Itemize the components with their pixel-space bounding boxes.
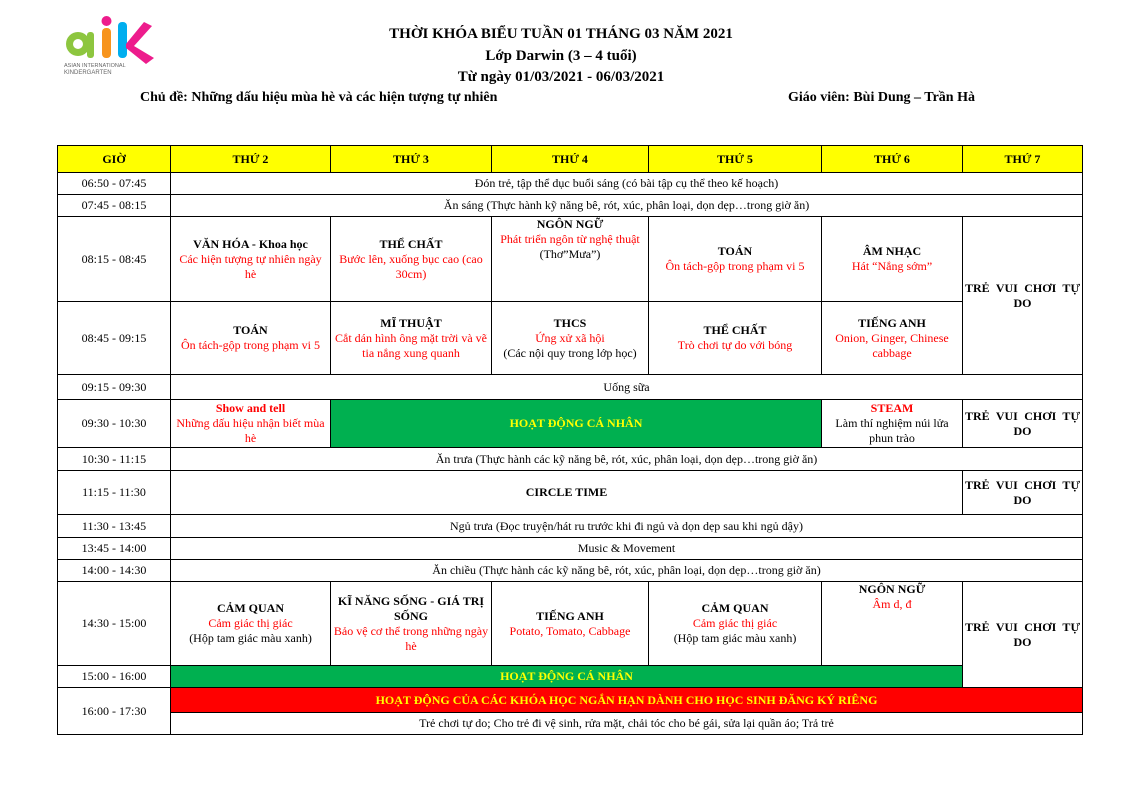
subject-detail: Onion, Ginger, Chinese cabbage [835, 330, 949, 360]
time-cell: 13:45 - 14:00 [58, 538, 171, 560]
subject-detail: Cắt dán hình ông mặt trời và vẽ tia nắng xung quanh [335, 330, 487, 360]
table-row [58, 173, 1083, 195]
table-row [58, 448, 1083, 471]
class-name: Lớp Darwin (3 – 4 tuổi) [485, 48, 637, 64]
activity-cell [822, 582, 963, 666]
col-header-sat: THỨ 7 [963, 146, 1083, 173]
subject-detail: Bảo vệ cơ thể trong những ngày hè [333, 623, 489, 653]
free-play-cell: TRẺ VUI CHƠI TỰ DO [963, 582, 1083, 688]
table-row [58, 538, 1083, 560]
activity-cell [492, 302, 649, 375]
subject-title: VĂN HÓA - Khoa học [193, 236, 308, 251]
activity-cell: Ăn trưa (Thực hành các kỹ năng bê, rót, xúc, phân loại, dọn dẹp…trong giờ ăn) [171, 448, 1083, 471]
subject-title: NGÔN NGỮ [536, 217, 604, 231]
activity-cell: Ngủ trưa (Đọc truyện/hát ru trước khi đi ngủ và dọn dẹp sau khi ngủ dậy) [171, 515, 1083, 538]
subject-title: ÂM NHẠC [862, 244, 922, 258]
table-row [58, 375, 1083, 400]
time-cell: 08:45 - 09:15 [58, 302, 171, 375]
activity-cell: Ăn sáng (Thực hành kỹ năng bê, rót, xúc, phân loại, dọn dẹp…trong giờ ăn) [171, 195, 1083, 217]
activity-cell: Đón trẻ, tập thể dục buổi sáng (có bài tập cụ thể theo kế hoạch) [171, 173, 1083, 195]
subject-note: (Hộp tam giác màu xanh) [673, 631, 797, 645]
time-cell: 15:00 - 16:00 [58, 666, 171, 688]
free-play-cell: TRẺ VUI CHƠI TỰ DO [963, 400, 1083, 448]
schedule-title: THỜI KHÓA BIỂU TUẦN 01 THÁNG 03 NĂM 2021 [389, 26, 733, 42]
activity-cell [171, 582, 331, 666]
col-header-thu: THỨ 5 [649, 146, 822, 173]
activity-cell: Trẻ chơi tự do; Cho trẻ đi vệ sinh, rửa mặt, chải tóc cho bé gái, sửa lại quần áo; Trả trẻ [171, 713, 1083, 735]
col-header-fri: THỨ 6 [822, 146, 963, 173]
free-play-cell: TRẺ VUI CHƠI TỰ DO [963, 471, 1083, 515]
subject-title: MĨ THUẬT [380, 315, 442, 330]
header-row [58, 146, 1083, 173]
table-row [58, 688, 1083, 713]
time-cell: 09:15 - 09:30 [58, 375, 171, 400]
short-course-banner: HOẠT ĐỘNG CỦA CÁC KHÓA HỌC NGẮN HẠN DÀNH CHO HỌC SINH ĐĂNG KÝ RIÊNG [171, 688, 1083, 713]
subject-detail: Trò chơi tự do với bóng [677, 338, 793, 352]
subject-note: (Hộp tam giác màu xanh) [189, 631, 312, 645]
subject-detail: Ôn tách-gộp trong phạm vi 5 [181, 338, 320, 352]
subject-title: STEAM [870, 401, 914, 415]
subject-title: NGÔN NGỮ [858, 582, 926, 596]
table-row [58, 302, 1083, 375]
activity-cell: Music & Movement [171, 538, 1083, 560]
time-cell: 09:30 - 10:30 [58, 400, 171, 448]
activity-cell [171, 302, 331, 375]
activity-cell [649, 217, 822, 302]
subject-note: (Thơ”Mưa”) [539, 247, 601, 261]
col-header-mon: THỨ 2 [171, 146, 331, 173]
time-cell: 06:50 - 07:45 [58, 173, 171, 195]
subject-title: CẢM QUAN [701, 601, 769, 615]
subject-title: Show and tell [215, 401, 286, 415]
table-row [58, 666, 1083, 688]
activity-cell [822, 217, 963, 302]
subject-title: THỂ CHẤT [379, 236, 443, 251]
activity-cell [171, 217, 331, 302]
time-cell: 10:30 - 11:15 [58, 448, 171, 471]
table-row [58, 560, 1083, 582]
activity-cell [649, 582, 822, 666]
col-header-wed: THỨ 4 [492, 146, 649, 173]
subject-title: CẢM QUAN [217, 601, 284, 615]
activity-cell [649, 302, 822, 375]
col-header-tue: THỨ 3 [331, 146, 492, 173]
subject-detail: Làm thí nghiệm núi lửa phun trào [835, 416, 949, 445]
subject-title: KĨ NĂNG SỐNG - GIÁ TRỊ SỐNG [337, 593, 485, 623]
subject-title: TOÁN [233, 323, 268, 337]
time-cell: 16:00 - 17:30 [58, 688, 171, 735]
table-row [58, 400, 1083, 448]
table-row [58, 195, 1083, 217]
activity-cell [331, 217, 492, 302]
activity-cell [822, 302, 963, 375]
subject-title: THỂ CHẤT [703, 323, 767, 337]
activity-cell [492, 582, 649, 666]
activity-cell: Ăn chiều (Thực hành các kỹ năng bê, rót, xúc, phân loại, dọn dẹp…trong giờ ăn) [171, 560, 1083, 582]
logo-subtext-1: ASIAN INTERNATIONAL [64, 63, 126, 69]
timetable [57, 145, 1083, 735]
subject-detail: Những dấu hiệu nhận biết mùa hè [176, 416, 325, 445]
subject-detail: Bước lên, xuống bục cao (cao 30cm) [339, 251, 483, 281]
subject-detail: Âm d, đ [872, 597, 912, 611]
time-cell: 11:15 - 11:30 [58, 471, 171, 515]
table-row [58, 471, 1083, 515]
time-cell: 14:00 - 14:30 [58, 560, 171, 582]
subject-detail: Potato, Tomato, Cabbage [509, 623, 631, 638]
table-row [58, 582, 1083, 666]
subject-detail: Ứng xử xã hội [535, 330, 605, 345]
subject-detail: Ôn tách-gộp trong phạm vi 5 [665, 259, 805, 273]
time-cell: 08:15 - 08:45 [58, 217, 171, 302]
subject-detail: Cảm giác thị giác [208, 616, 293, 630]
table-row [58, 217, 1083, 302]
circle-time-cell: CIRCLE TIME [171, 471, 963, 515]
time-cell: 14:30 - 15:00 [58, 582, 171, 666]
subject-title: THCS [553, 315, 587, 330]
individual-activity-cell: HOẠT ĐỘNG CÁ NHÂN [331, 400, 822, 448]
teacher-label: Giáo viên: Bùi Dung – Trần Hà [788, 90, 975, 105]
individual-activity-cell: HOẠT ĐỘNG CÁ NHÂN [171, 666, 963, 688]
time-cell: 07:45 - 08:15 [58, 195, 171, 217]
activity-cell [822, 400, 963, 448]
time-cell: 11:30 - 13:45 [58, 515, 171, 538]
table-row [58, 713, 1083, 735]
free-play-cell: TRẺ VUI CHƠI TỰ DO [963, 217, 1083, 375]
topic-label: Chủ đề: Những dấu hiệu mùa hè và các hiện tượng tự nhiên [140, 90, 498, 105]
col-header-time: GIỜ [58, 146, 171, 173]
subject-detail: Cảm giác thị giác [692, 616, 778, 630]
activity-cell: Uống sữa [171, 375, 1083, 400]
table-row [58, 515, 1083, 538]
activity-cell [492, 217, 649, 302]
subject-detail: Hát “Nắng sớm” [851, 259, 933, 273]
subject-title: TOÁN [717, 244, 753, 258]
subject-note: (Các nội quy trong lớp học) [503, 345, 637, 360]
subject-detail: Các hiện tượng tự nhiên ngày hè [179, 251, 322, 281]
date-range: Từ ngày 01/03/2021 - 06/03/2021 [457, 69, 665, 85]
subject-detail: Phát triển ngôn từ nghệ thuật [500, 232, 640, 246]
logo-subtext-2: KINDERGARTEN [64, 70, 112, 76]
activity-cell [331, 582, 492, 666]
activity-cell [331, 302, 492, 375]
subject-title: TIẾNG ANH [536, 608, 604, 623]
activity-cell [171, 400, 331, 448]
subject-title: TIẾNG ANH [858, 315, 926, 330]
